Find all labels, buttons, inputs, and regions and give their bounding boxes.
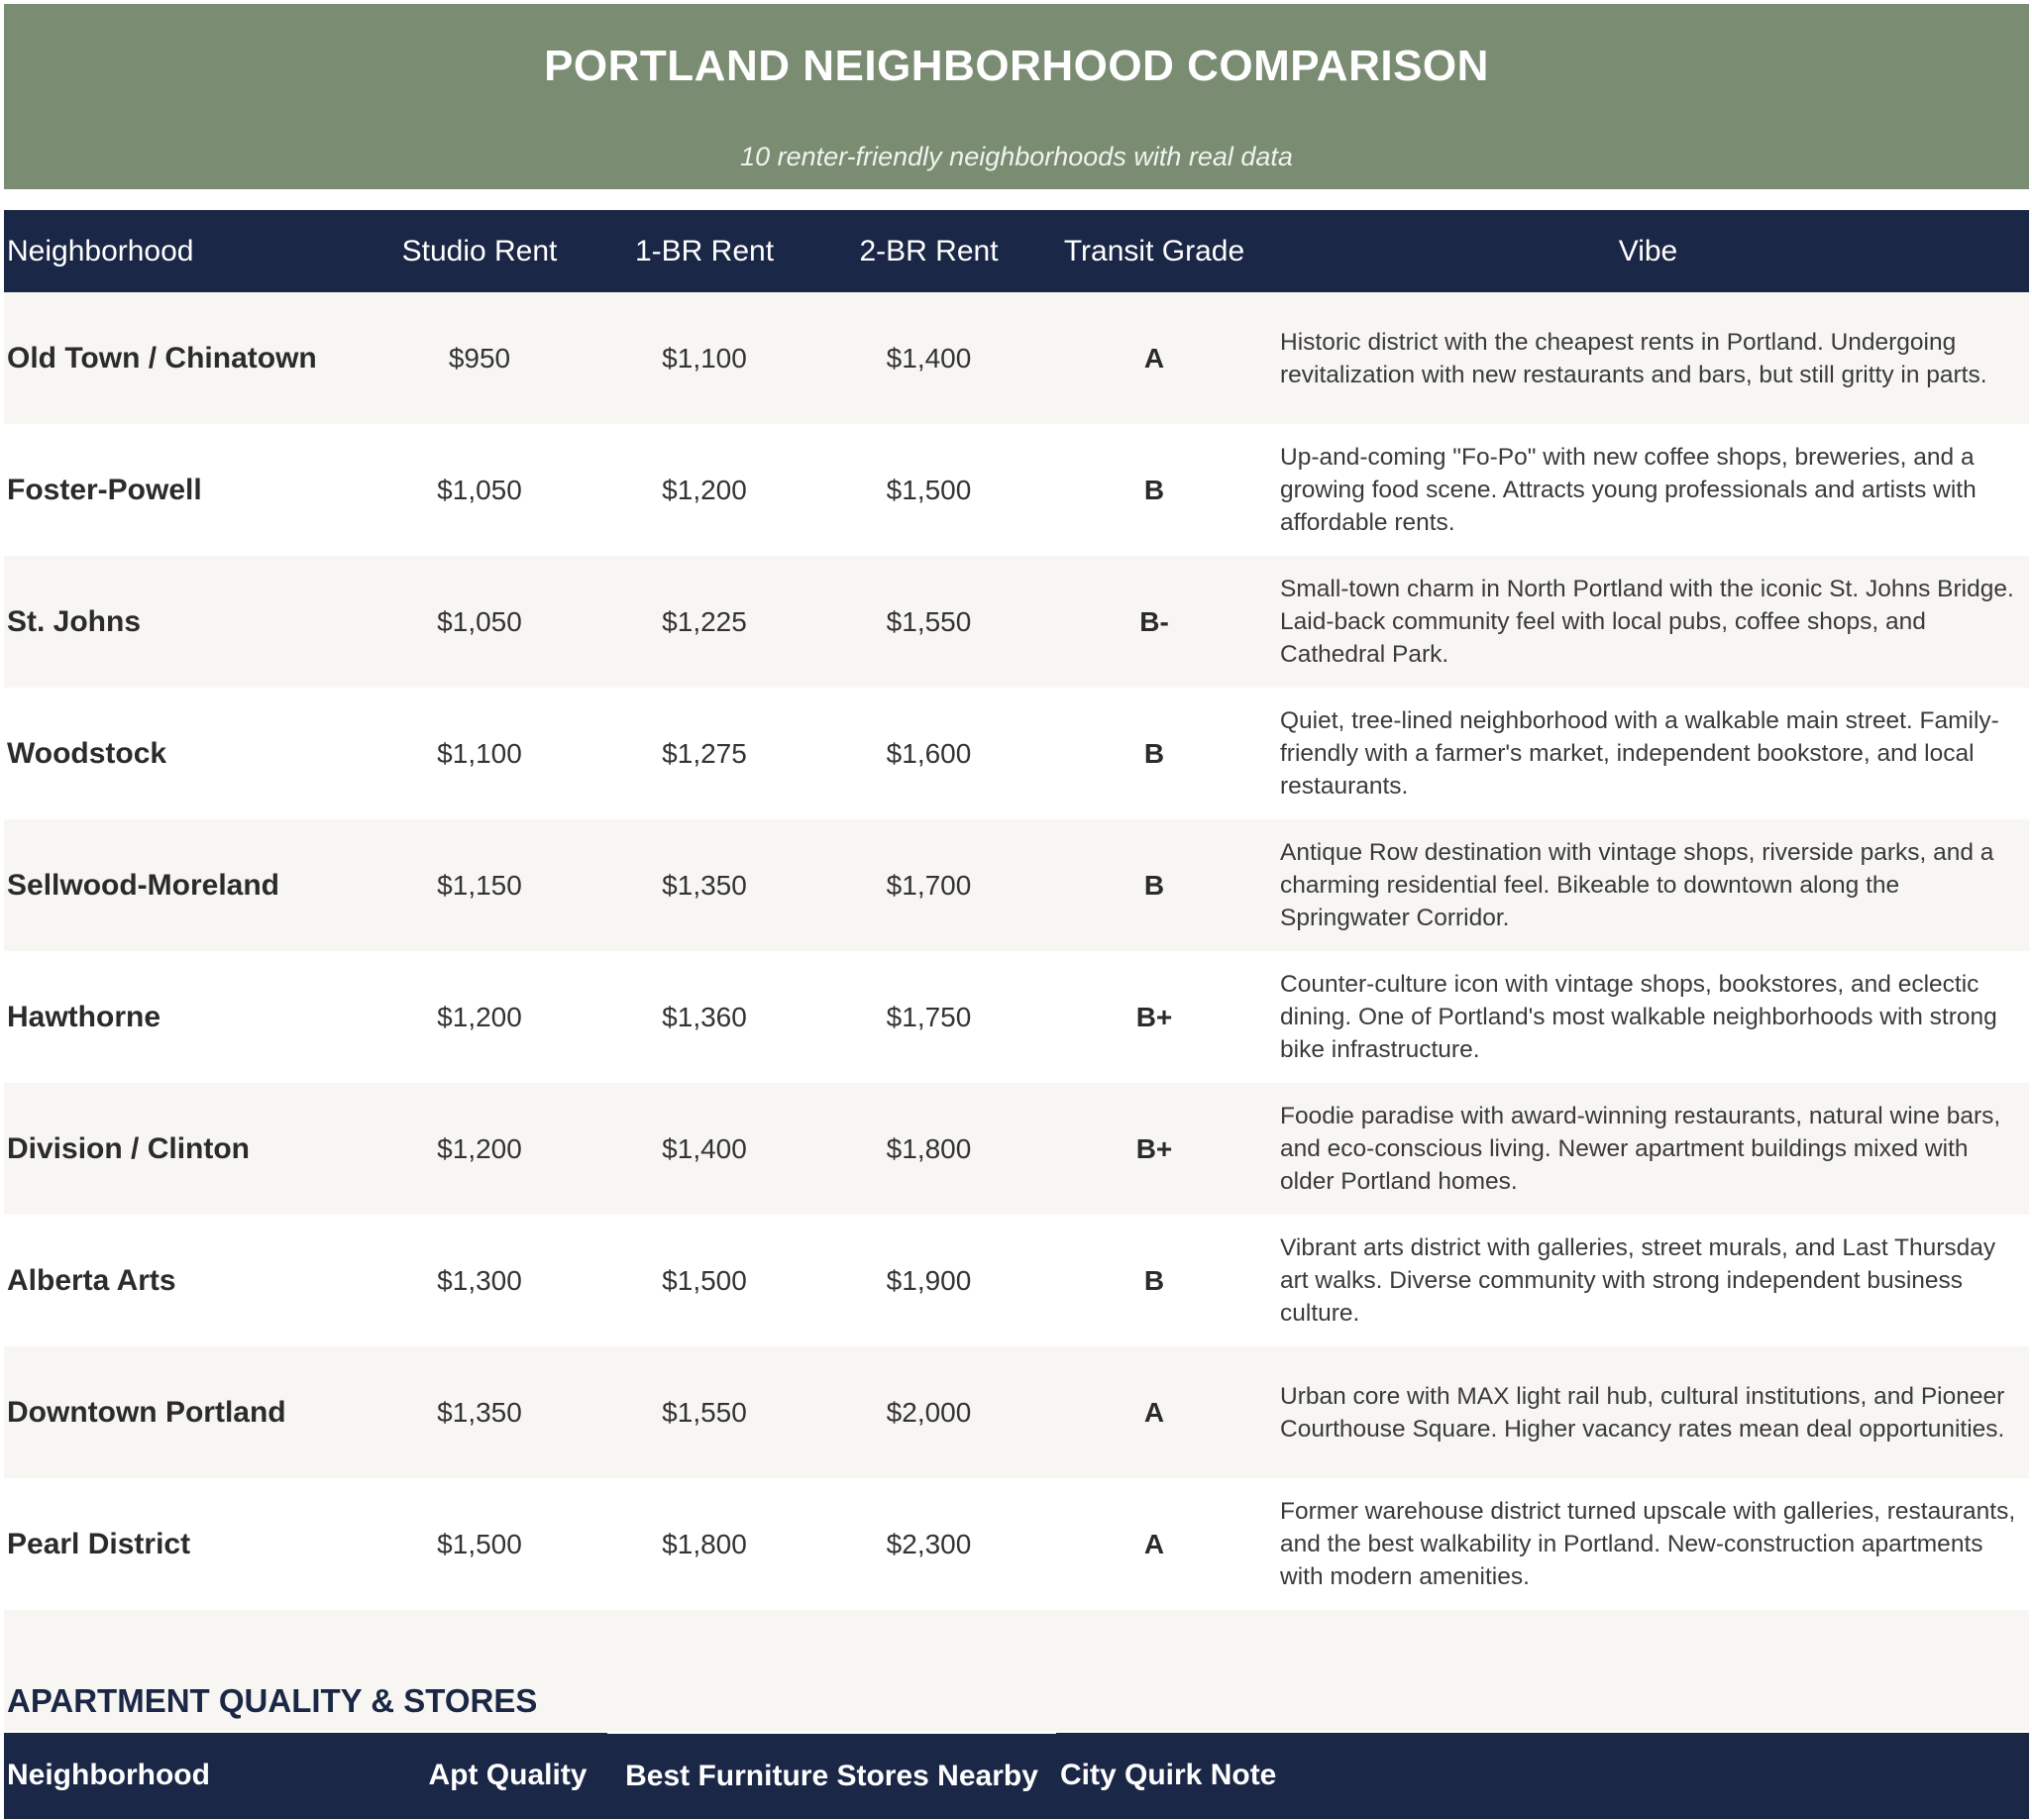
vibe-text: Counter-culture icon with vintage shops, bookstores, and eclectic dining. One of Portland's most walkable neighborhoods with strong bike infrastructure. bbox=[1267, 951, 2029, 1083]
transit-grade: B bbox=[1041, 424, 1267, 556]
one-br-rent: $1,360 bbox=[592, 951, 816, 1083]
transit-grade: A bbox=[1041, 1346, 1267, 1478]
transit-grade: B+ bbox=[1041, 951, 1267, 1083]
page-subtitle: 10 renter-friendly neighborhoods with real data bbox=[740, 142, 1293, 171]
studio-rent: $1,050 bbox=[367, 424, 592, 556]
one-br-rent: $1,225 bbox=[592, 556, 816, 688]
header-transit-grade: Transit Grade bbox=[1041, 210, 1267, 292]
vibe-text: Urban core with MAX light rail hub, cultural institutions, and Pioneer Courthouse Square. Higher vacancy rates mean deal opportunities. bbox=[1267, 1346, 2029, 1478]
table-row bbox=[4, 951, 2029, 1083]
table-row bbox=[4, 292, 2029, 424]
one-br-rent: $1,400 bbox=[592, 1083, 816, 1215]
vibe-text: Vibrant arts district with galleries, street murals, and Last Thursday art walks. Diverse community with strong independent business culture. bbox=[1267, 1215, 2029, 1346]
vibe-text: Small-town charm in North Portland with the iconic St. Johns Bridge. Laid-back community feel with local pubs, coffee shops, and Cathedral Park. bbox=[1267, 556, 2029, 688]
table-row bbox=[4, 688, 2029, 819]
one-br-rent: $1,100 bbox=[592, 292, 816, 424]
neighborhood-name: Sellwood-Moreland bbox=[4, 819, 367, 951]
studio-rent: $1,350 bbox=[367, 1346, 592, 1478]
two-br-rent: $1,900 bbox=[816, 1215, 1041, 1346]
table-row bbox=[4, 1346, 2029, 1478]
header-neighborhood: Neighborhood bbox=[4, 1733, 408, 1820]
studio-rent: $1,100 bbox=[367, 688, 592, 819]
one-br-rent: $1,500 bbox=[592, 1215, 816, 1346]
header-1br-rent: 1-BR Rent bbox=[592, 210, 816, 292]
studio-rent: $1,500 bbox=[367, 1478, 592, 1610]
transit-grade: B bbox=[1041, 819, 1267, 951]
one-br-rent: $1,350 bbox=[592, 819, 816, 951]
vibe-text: Up-and-coming "Fo-Po" with new coffee shops, breweries, and a growing food scene. Attracts young professionals and artists with affordable rents. bbox=[1267, 424, 2029, 556]
studio-rent: $950 bbox=[367, 292, 592, 424]
table-row bbox=[4, 556, 2029, 688]
two-br-rent: $2,300 bbox=[816, 1478, 1041, 1610]
table-row bbox=[4, 1083, 2029, 1215]
transit-grade: B- bbox=[1041, 556, 1267, 688]
one-br-rent: $1,275 bbox=[592, 688, 816, 819]
one-br-rent: $1,200 bbox=[592, 424, 816, 556]
section-title: APARTMENT QUALITY & STORES bbox=[7, 1682, 538, 1719]
header-apt-quality: Apt Quality bbox=[408, 1733, 607, 1820]
transit-grade: A bbox=[1041, 1478, 1267, 1610]
transit-grade: B+ bbox=[1041, 1083, 1267, 1215]
two-br-rent: $1,750 bbox=[816, 951, 1041, 1083]
quality-section-header bbox=[4, 1610, 2029, 1731]
two-br-rent: $1,700 bbox=[816, 819, 1041, 951]
header-furniture-stores: Best Furniture Stores Nearby bbox=[607, 1733, 1056, 1820]
neighborhood-name: Alberta Arts bbox=[4, 1215, 367, 1346]
neighborhood-name: Downtown Portland bbox=[4, 1346, 367, 1478]
header-city-quirk: City Quirk Note bbox=[1056, 1733, 2029, 1820]
transit-grade: B bbox=[1041, 688, 1267, 819]
neighborhood-name: Pearl District bbox=[4, 1478, 367, 1610]
transit-grade: B bbox=[1041, 1215, 1267, 1346]
spacer bbox=[4, 189, 2029, 210]
header-2br-rent: 2-BR Rent bbox=[816, 210, 1041, 292]
neighborhood-name: Old Town / Chinatown bbox=[4, 292, 367, 424]
vibe-text: Quiet, tree-lined neighborhood with a walkable main street. Family-friendly with a farmer's market, independent bookstore, and local restaurants. bbox=[1267, 688, 2029, 819]
two-br-rent: $1,600 bbox=[816, 688, 1041, 819]
vibe-text: Foodie paradise with award-winning restaurants, natural wine bars, and eco-conscious living. Newer apartment buildings mixed with older Portland homes. bbox=[1267, 1083, 2029, 1215]
studio-rent: $1,200 bbox=[367, 1083, 592, 1215]
quality-header-row bbox=[4, 1733, 2029, 1820]
table-row bbox=[4, 1215, 2029, 1346]
table-row bbox=[4, 1478, 2029, 1610]
transit-grade: A bbox=[1041, 292, 1267, 424]
two-br-rent: $2,000 bbox=[816, 1346, 1041, 1478]
neighborhood-name: Woodstock bbox=[4, 688, 367, 819]
one-br-rent: $1,800 bbox=[592, 1478, 816, 1610]
comparison-table bbox=[4, 210, 2029, 1610]
studio-rent: $1,200 bbox=[367, 951, 592, 1083]
neighborhood-name: Division / Clinton bbox=[4, 1083, 367, 1215]
one-br-rent: $1,550 bbox=[592, 1346, 816, 1478]
table-row bbox=[4, 424, 2029, 556]
header-neighborhood: Neighborhood bbox=[4, 210, 367, 292]
studio-rent: $1,150 bbox=[367, 819, 592, 951]
neighborhood-name: Hawthorne bbox=[4, 951, 367, 1083]
vibe-text: Historic district with the cheapest rents in Portland. Undergoing revitalization with new restaurants and bars, but still gritty in parts. bbox=[1267, 292, 2029, 424]
page-title: PORTLAND NEIGHBORHOOD COMPARISON bbox=[544, 42, 1489, 90]
two-br-rent: $1,500 bbox=[816, 424, 1041, 556]
comparison-header-row bbox=[4, 210, 2029, 292]
neighborhood-name: Foster-Powell bbox=[4, 424, 367, 556]
two-br-rent: $1,400 bbox=[816, 292, 1041, 424]
title-banner bbox=[4, 4, 2029, 189]
two-br-rent: $1,800 bbox=[816, 1083, 1041, 1215]
neighborhood-name: St. Johns bbox=[4, 556, 367, 688]
vibe-text: Antique Row destination with vintage shops, riverside parks, and a charming residential feel. Bikeable to downtown along the Springwater Corridor. bbox=[1267, 819, 2029, 951]
header-studio-rent: Studio Rent bbox=[367, 210, 592, 292]
two-br-rent: $1,550 bbox=[816, 556, 1041, 688]
table-row bbox=[4, 819, 2029, 951]
vibe-text: Former warehouse district turned upscale with galleries, restaurants, and the best walkability in Portland. New-construction apartments with modern amenities. bbox=[1267, 1478, 2029, 1610]
studio-rent: $1,050 bbox=[367, 556, 592, 688]
quality-table bbox=[4, 1731, 2029, 1819]
sheet bbox=[4, 4, 2029, 1819]
studio-rent: $1,300 bbox=[367, 1215, 592, 1346]
header-vibe: Vibe bbox=[1267, 210, 2029, 292]
